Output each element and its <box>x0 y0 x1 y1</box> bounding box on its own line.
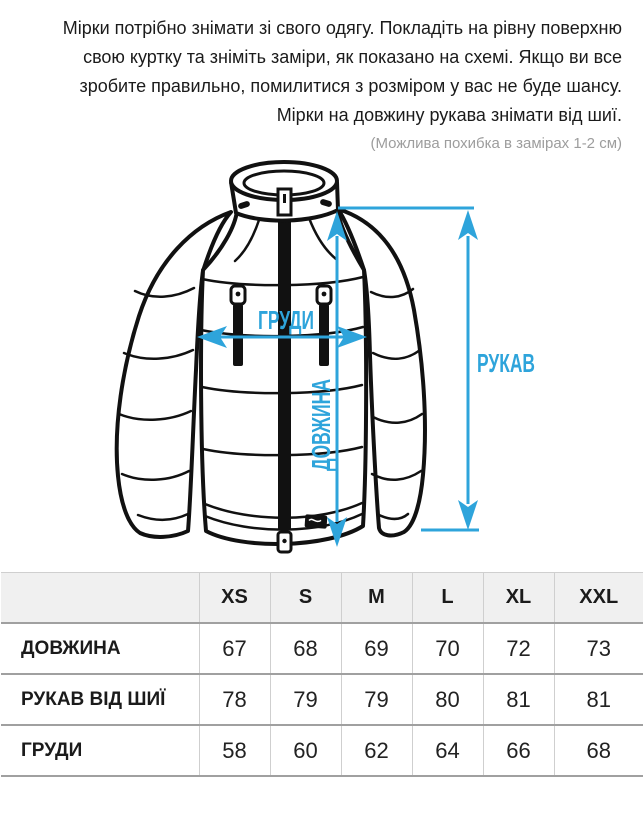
size-column-header: XL <box>483 573 554 624</box>
size-value: 58 <box>199 725 270 776</box>
size-value: 64 <box>412 725 483 776</box>
size-value: 69 <box>341 623 412 674</box>
measurement-row-label: ГРУДИ <box>1 725 199 776</box>
size-value: 62 <box>341 725 412 776</box>
table-row <box>1 725 643 776</box>
measurement-row-label: ДОВЖИНА <box>1 623 199 674</box>
jacket-illustration <box>117 162 535 552</box>
intro-line: зробите правильно, помилитися з розміром у вас не буде шансу. <box>79 76 622 96</box>
intro-line: Мірки потрібно знімати зі свого одягу. Покладіть на рівну поверхню <box>62 18 622 38</box>
size-column-header: XS <box>199 573 270 624</box>
chest-label: ГРУДИ <box>258 305 314 335</box>
size-value: 81 <box>554 674 643 725</box>
size-value: 79 <box>341 674 412 725</box>
table-row <box>1 623 643 674</box>
size-column-header: M <box>341 573 412 624</box>
size-value: 80 <box>412 674 483 725</box>
front-zipper-band <box>278 216 291 530</box>
size-value: 79 <box>270 674 341 725</box>
measurement-diagram <box>0 160 644 572</box>
size-table-header-row <box>1 573 643 624</box>
size-value: 68 <box>554 725 643 776</box>
size-column-header: S <box>270 573 341 624</box>
size-value: 72 <box>483 623 554 674</box>
right-pocket-zip <box>319 304 329 366</box>
size-table-corner-cell <box>1 573 199 624</box>
size-value: 81 <box>483 674 554 725</box>
intro-paragraph <box>28 14 622 130</box>
size-value: 70 <box>412 623 483 674</box>
left-pocket-zip <box>233 304 243 366</box>
collar <box>231 162 338 221</box>
size-value: 66 <box>483 725 554 776</box>
size-value: 73 <box>554 623 643 674</box>
size-table <box>1 572 643 777</box>
measurement-row-label: РУКАВ ВІД ШИЇ <box>1 674 199 725</box>
sleeve-label: РУКАВ <box>477 348 535 378</box>
intro-line: Мірки на довжину рукава знімати від шиї. <box>276 105 622 125</box>
jacket-measurement-svg <box>0 160 644 572</box>
size-column-header: XXL <box>554 573 643 624</box>
table-row <box>1 674 643 725</box>
size-value: 68 <box>270 623 341 674</box>
tolerance-note: (Можлива похибка в замірах 1-2 см) <box>370 135 622 152</box>
length-label: ДОВЖИНА <box>306 334 336 471</box>
size-value: 60 <box>270 725 341 776</box>
size-column-header: L <box>412 573 483 624</box>
intro-line: свою куртку та зніміть заміри, як показано на схемі. Якщо ви все <box>83 47 622 67</box>
size-value: 67 <box>199 623 270 674</box>
sleeve-measure-arrow <box>421 210 479 530</box>
size-value: 78 <box>199 674 270 725</box>
